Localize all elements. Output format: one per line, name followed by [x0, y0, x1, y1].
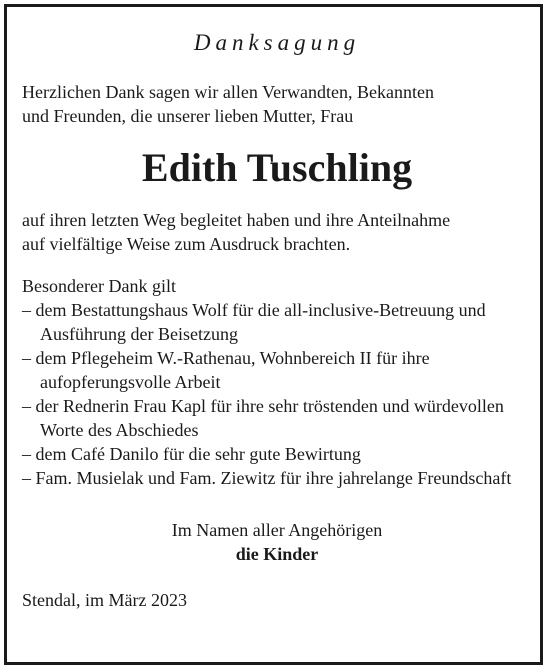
- thanks-item: – der Rednerin Frau Kapl für ihre sehr tröstenden und würdevollen Worte des Abschiedes: [22, 396, 504, 440]
- intro-line: und Freunden, die unserer lieben Mutter, Frau: [22, 106, 354, 126]
- thanks-heading: Besonderer Dank gilt: [22, 276, 176, 296]
- after-line: auf vielfältige Weise zum Ausdruck brachten.: [22, 234, 351, 254]
- place-date: Stendal, im März 2023: [22, 590, 187, 610]
- thanks-list: [22, 298, 532, 490]
- thanks-item: – dem Café Danilo für die sehr gute Bewirtung: [22, 444, 361, 464]
- signature-name: die Kinder: [235, 544, 319, 564]
- after-line: auf ihren letzten Weg begleitet haben und ihre Anteilnahme: [22, 210, 451, 230]
- thanks-section: [22, 274, 532, 490]
- obituary-notice: [22, 20, 532, 612]
- thanks-item: – dem Pflegeheim W.-Rathenau, Wohnbereich II für ihre aufopferungsvolle Arbeit: [22, 348, 430, 392]
- notice-heading: Danksagung: [193, 30, 361, 55]
- thanks-item: – Fam. Musielak und Fam. Ziewitz für ihre jahrelange Freundschaft: [22, 468, 512, 488]
- intro-line: Herzlichen Dank sagen wir allen Verwandten, Bekannten: [22, 82, 435, 102]
- intro-text: [22, 80, 532, 128]
- after-text: [22, 208, 532, 256]
- deceased-name: Edith Tuschling: [141, 145, 413, 190]
- thanks-item: – dem Bestattungshaus Wolf für die all-inclusive-Betreuung und Ausführung der Beisetzung: [22, 300, 486, 344]
- signature-line: Im Namen aller Angehörigen: [171, 520, 383, 540]
